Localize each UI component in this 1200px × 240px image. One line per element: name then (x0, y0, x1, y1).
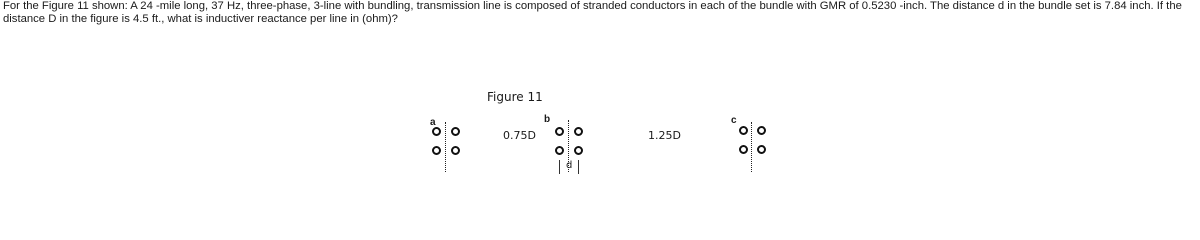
conductor-c1 (739, 126, 748, 135)
dimension-tick-right (578, 160, 579, 174)
conductor-c2 (757, 126, 766, 135)
conductor-c3 (739, 145, 748, 154)
conductor-a4 (451, 146, 460, 155)
bundle-spacing-label: d (566, 160, 573, 171)
phase-label-b: b (544, 114, 551, 125)
phase-label-c: c (731, 115, 737, 126)
conductor-b4 (574, 146, 583, 155)
spacing-label-bc: 1.25D (648, 129, 681, 142)
spacing-label-ab: 0.75D (503, 129, 536, 142)
conductor-a2 (451, 127, 460, 136)
conductor-a3 (432, 146, 441, 155)
conductor-b3 (555, 146, 564, 155)
bundle-centerline-a (445, 122, 446, 172)
bundle-centerline-c (751, 122, 752, 172)
conductor-c4 (757, 145, 766, 154)
question-text: For the Figure 11 shown: A 24 -mile long, 37 Hz, three-phase, 3-line with bundling, transmission line is composed of stranded conductors in each of the bundle with GMR of 0.5230 -inch. The distance d in the bundle set is 7.84 inch. If the distance D in the figure is 4.5 ft., what is inductiver reactance per line in (ohm)? (3, 0, 1182, 25)
dimension-tick-left (559, 160, 560, 174)
figure-title: Figure 11 (487, 90, 543, 104)
conductor-a1 (432, 127, 441, 136)
conductor-b1 (555, 127, 564, 136)
conductor-b2 (574, 127, 583, 136)
phase-label-a: a (430, 117, 436, 128)
